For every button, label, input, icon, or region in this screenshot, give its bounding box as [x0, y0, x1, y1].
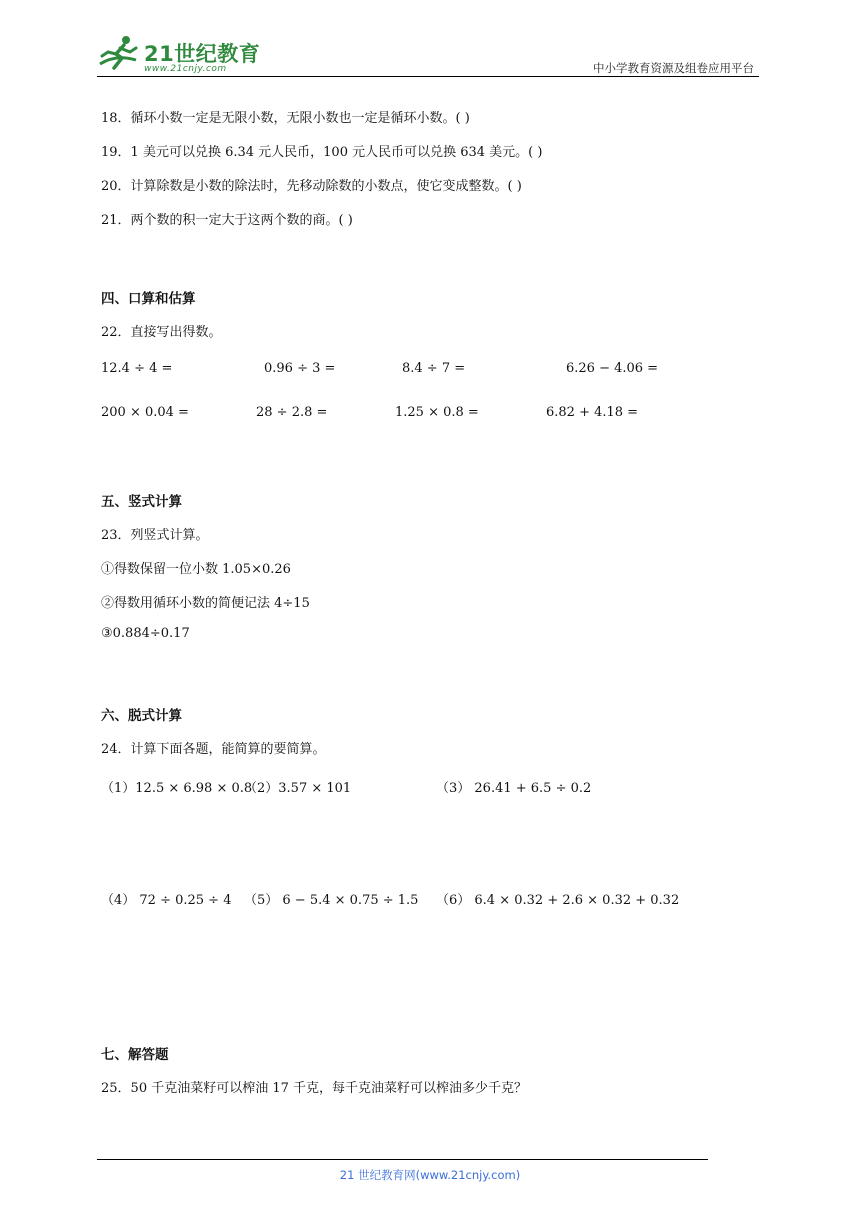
step-calc-item: （5） 6 − 5.4 × 0.75 ÷ 1.5	[244, 893, 419, 908]
question-20: 20．计算除数是小数的除法时，先移动除数的小数点，使它变成整数。( )	[101, 179, 522, 194]
vertical-calc-item: ②得数用循环小数的简便记法 4÷15	[101, 596, 310, 611]
section-title-6: 六、脱式计算	[101, 708, 182, 724]
question-18: 18．循环小数一定是无限小数，无限小数也一定是循环小数。( )	[101, 111, 470, 126]
section-title-4: 四、口算和估算	[101, 291, 196, 307]
oral-calc-item: 200 × 0.04 =	[101, 405, 189, 420]
step-calc-item: （6） 6.4 × 0.32 + 2.6 × 0.32 + 0.32	[436, 893, 680, 908]
runner-logo-icon	[96, 34, 142, 74]
oral-calc-item: 8.4 ÷ 7 =	[402, 361, 466, 376]
section-title-7: 七、解答题	[101, 1047, 169, 1063]
site-logo	[96, 32, 266, 80]
header-divider	[97, 76, 759, 77]
oral-calc-item: 6.26 − 4.06 =	[566, 361, 659, 376]
question-25: 25．50 千克油菜籽可以榨油 17 千克，每千克油菜籽可以榨油多少千克？	[101, 1081, 528, 1096]
oral-calc-item: 12.4 ÷ 4 =	[101, 361, 173, 376]
step-calc-item: （4） 72 ÷ 0.25 ÷ 4	[101, 893, 232, 908]
step-calc-item: （3） 26.41 + 6.5 ÷ 0.2	[436, 781, 592, 796]
vertical-calc-item: ①得数保留一位小数 1.05×0.26	[101, 562, 291, 577]
header-platform-name: 中小学教育资源及组卷应用平台	[593, 61, 754, 75]
oral-calc-item: 0.96 ÷ 3 =	[264, 361, 336, 376]
oral-calc-item: 6.82 + 4.18 =	[546, 405, 639, 420]
logo-text: 21世纪教育	[144, 42, 261, 66]
section-title-5: 五、竖式计算	[101, 494, 182, 510]
logo-url: www.21cnjy.com	[144, 64, 227, 74]
question-22: 22．直接写出得数。	[101, 325, 222, 340]
vertical-calc-item: ③0.884÷0.17	[101, 626, 190, 641]
step-calc-item: （1）12.5 × 6.98 × 0.8	[101, 781, 253, 796]
question-19: 19．1 美元可以兑换 6.34 元人民币，100 元人民币可以兑换 634 美元。( )	[101, 145, 543, 160]
footer-divider	[97, 1159, 708, 1160]
question-23: 23．列竖式计算。	[101, 528, 209, 543]
oral-calc-item: 28 ÷ 2.8 =	[256, 405, 328, 420]
question-24: 24．计算下面各题，能简算的要简算。	[101, 742, 326, 757]
step-calc-item: （2）3.57 × 101	[244, 781, 352, 796]
oral-calc-item: 1.25 × 0.8 =	[395, 405, 479, 420]
question-21: 21．两个数的积一定大于这两个数的商。( )	[101, 213, 353, 228]
footer-link[interactable]: 21 世纪教育网(www.21cnjy.com)	[339, 1168, 521, 1182]
